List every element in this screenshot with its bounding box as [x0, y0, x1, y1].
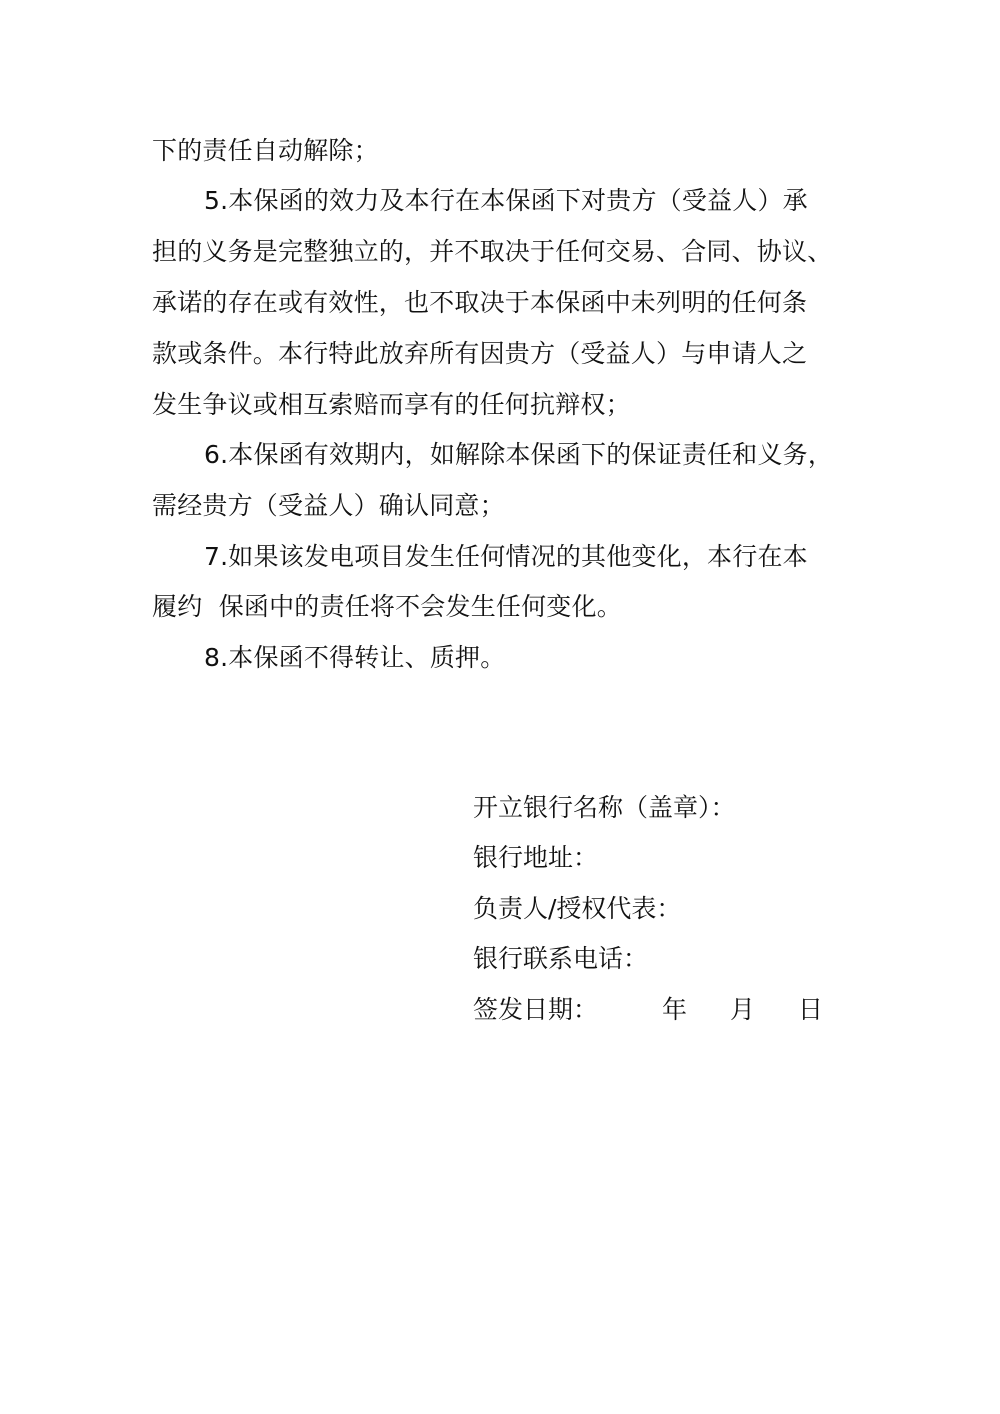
year-label: 年: [662, 995, 688, 1024]
paragraph-line: 需经贵方（受益人）确认同意；: [152, 491, 505, 520]
paragraph-line: 6.本保函有效期内，如解除本保函下的保证责任和义务，: [204, 440, 834, 469]
day-label: 日: [798, 995, 824, 1024]
paragraph-line: 5.本保函的效力及本行在本保函下对贵方（受益人）承: [204, 186, 808, 215]
issue-date-label: 签发日期：: [473, 995, 599, 1024]
issue-date-row: [473, 993, 853, 1027]
paragraph-line: 8.本保函不得转让、质押。: [204, 643, 506, 672]
bank-phone-label: 银行联系电话：: [473, 944, 649, 973]
month-label: 月: [730, 995, 756, 1024]
representative-label: 负责人/授权代表：: [473, 894, 682, 923]
bank-name-label: 开立银行名称（盖章）：: [473, 793, 736, 822]
paragraph-line: 款或条件。本行特此放弃所有因贵方（受益人）与申请人之: [152, 339, 808, 368]
paragraph-line: 担的义务是完整独立的，并不取决于任何交易、合同、协议、: [152, 237, 833, 266]
paragraph-line: 发生争议或相互索赔而享有的任何抗辩权；: [152, 390, 631, 419]
paragraph-line: 下的责任自动解除；: [152, 136, 379, 165]
paragraph-line: 7.如果该发电项目发生任何情况的其他变化，本行在本: [204, 542, 808, 571]
paragraph-line: 承诺的存在或有效性，也不取决于本保函中未列明的任何条: [152, 288, 808, 317]
paragraph-line: 履约 保函中的责任将不会发生任何变化。: [152, 592, 622, 621]
bank-address-label: 银行地址：: [473, 843, 599, 872]
